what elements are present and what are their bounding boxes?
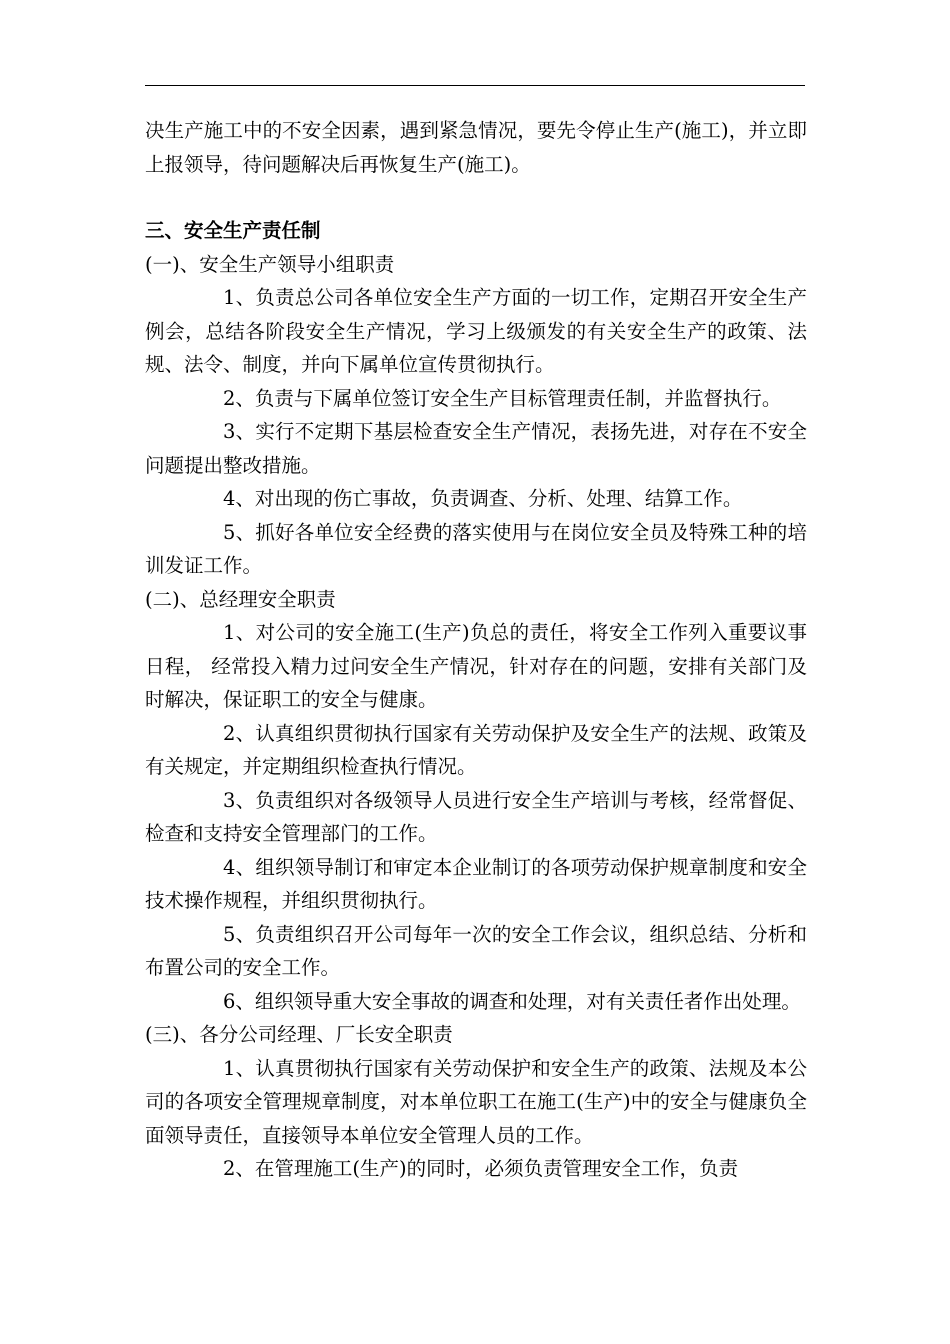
paragraph-gap <box>145 181 807 214</box>
list-item: 5、抓好各单位安全经费的落实使用与在岗位安全员及特殊工种的培训发证工作。 <box>145 520 807 577</box>
subsection-heading-2: (二)、总经理安全职责 <box>145 587 336 611</box>
list-item: 3、实行不定期下基层检查安全生产情况，表扬先进，对存在不安全问题提出整改措施。 <box>145 420 807 477</box>
list-item: 1、认真贯彻执行国家有关劳动保护和安全生产的政策、法规及本公司的各项安全管理规章制度，对本单位职工在施工(生产)中的安全与健康负全面领导责任，直接领导本单位安全管理人员的工作。 <box>145 1056 807 1147</box>
subsection-heading-3: (三)、各分公司经理、厂长安全职责 <box>145 1023 453 1046</box>
list-item: 1、负责总公司各单位安全生产方面的一切工作，定期召开安全生产例会，总结各阶段安全生产情况，学习上级颁发的有关安全生产的政策、法规、法令、制度，并向下属单位宣传贯彻执行。 <box>145 286 807 376</box>
list-item: 2、认真组织贯彻执行国家有关劳动保护及安全生产的法规、政策及有关规定，并定期组织检查执行情况。 <box>145 721 807 778</box>
list-item: 6、组织领导重大安全事故的调查和处理，对有关责任者作出处理。 <box>223 989 801 1013</box>
intro-paragraph: 决生产施工中的不安全因素，遇到紧急情况，要先令停止生产(施工)，并立即上报领导，待问题解决后再恢复生产(施工)。 <box>145 119 807 176</box>
subsection-heading-1: (一)、安全生产领导小组职责 <box>145 252 395 276</box>
list-item: 2、负责与下属单位签订安全生产目标管理责任制，并监督执行。 <box>223 386 782 410</box>
list-item: 1、对公司的安全施工(生产)负总的责任，将安全工作列入重要议事日程， 经常投入精力过问安全生产情况，针对存在的问题，安排有关部门及时解决，保证职工的安全与健康。 <box>145 621 807 711</box>
section-title: 三、安全生产责任制 <box>145 219 321 242</box>
list-item: 2、在管理施工(生产)的同时，必须负责管理安全工作，负责 <box>223 1157 739 1180</box>
list-item: 4、对出现的伤亡事故，负责调查、分析、处理、结算工作。 <box>223 487 743 510</box>
list-item: 5、负责组织召开公司每年一次的安全工作会议，组织总结、分析和布置公司的安全工作。 <box>145 922 807 979</box>
document-body <box>145 114 807 1186</box>
header-rule <box>145 85 805 86</box>
list-item: 4、组织领导制订和审定本企业制订的各项劳动保护规章制度和安全技术操作规程，并组织贯彻执行。 <box>145 855 807 912</box>
list-item: 3、负责组织对各级领导人员进行安全生产培训与考核，经常督促、检查和支持安全管理部门的工作。 <box>145 788 807 845</box>
